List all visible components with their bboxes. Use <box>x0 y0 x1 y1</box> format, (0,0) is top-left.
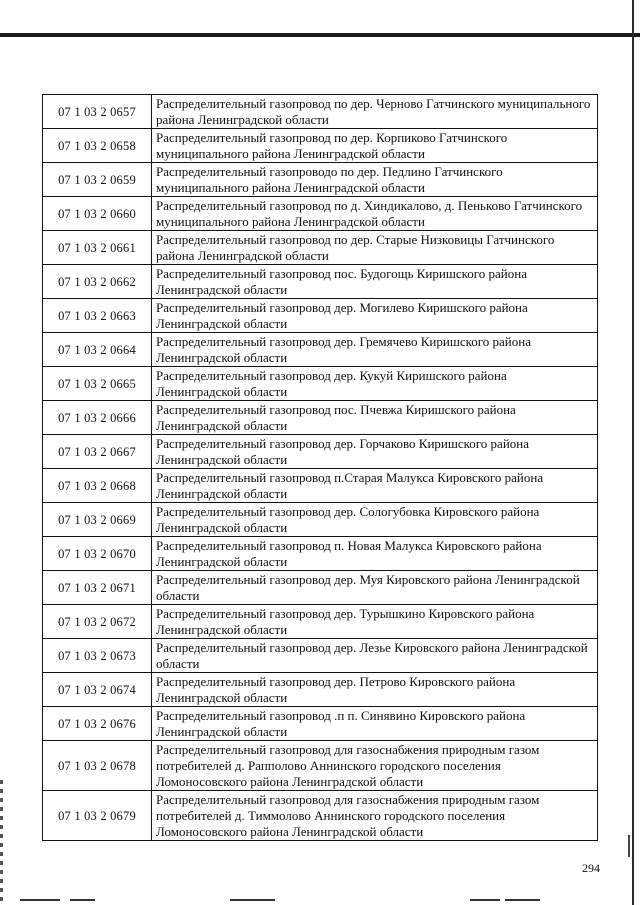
table-row <box>43 605 598 639</box>
gas-pipeline-table <box>42 94 598 841</box>
row-code: 07 1 03 2 0679 <box>43 791 152 841</box>
row-description: Распределительный газопровод п.Старая Малукса Кировского района Ленинградской области <box>152 469 598 503</box>
page-number: 294 <box>582 861 600 875</box>
table-row <box>43 503 598 537</box>
row-code: 07 1 03 2 0672 <box>43 605 152 639</box>
row-description: Распределительный газопроводо по дер. Педлино Гатчинского муниципального района Ленинградской области <box>152 163 598 197</box>
row-code: 07 1 03 2 0666 <box>43 401 152 435</box>
row-code: 07 1 03 2 0676 <box>43 707 152 741</box>
row-code: 07 1 03 2 0673 <box>43 639 152 673</box>
row-code: 07 1 03 2 0665 <box>43 367 152 401</box>
row-description: Распределительный газопровод для газоснабжения природным газом потребителей д. Тиммолово Аннинского городского поселения Ломоносовского района Ленинградской области <box>152 791 598 841</box>
row-code: 07 1 03 2 0661 <box>43 231 152 265</box>
table-row <box>43 639 598 673</box>
scan-top-border <box>0 33 640 37</box>
row-code: 07 1 03 2 0663 <box>43 299 152 333</box>
table-row <box>43 537 598 571</box>
row-description: Распределительный газопровод п. Новая Малукса Кировского района Ленинградской области <box>152 537 598 571</box>
row-code: 07 1 03 2 0662 <box>43 265 152 299</box>
row-code: 07 1 03 2 0660 <box>43 197 152 231</box>
table-row <box>43 197 598 231</box>
row-code: 07 1 03 2 0674 <box>43 673 152 707</box>
row-code: 07 1 03 2 0664 <box>43 333 152 367</box>
table-row <box>43 299 598 333</box>
row-code: 07 1 03 2 0657 <box>43 95 152 129</box>
scan-right-edge <box>632 0 634 905</box>
table-row <box>43 469 598 503</box>
table-row <box>43 333 598 367</box>
scan-bottom-marks <box>0 893 640 905</box>
table-row <box>43 367 598 401</box>
table-row <box>43 741 598 791</box>
row-description: Распределительный газопровод пос. Пчевжа Киришского района Ленинградской области <box>152 401 598 435</box>
row-description: Распределительный газопровод дер. Турышкино Кировского района Ленинградской области <box>152 605 598 639</box>
table-row <box>43 673 598 707</box>
row-code: 07 1 03 2 0669 <box>43 503 152 537</box>
table-row <box>43 163 598 197</box>
row-description: Распределительный газопровод дер. Лезье Кировского района Ленинградской области <box>152 639 598 673</box>
row-code: 07 1 03 2 0670 <box>43 537 152 571</box>
table-row <box>43 95 598 129</box>
row-description: Распределительный газопровод по дер. Черново Гатчинского муниципального района Ленинградской области <box>152 95 598 129</box>
row-description: Распределительный газопровод пос. Будогощь Киришского района Ленинградской области <box>152 265 598 299</box>
row-description: Распределительный газопровод дер. Сологубовка Кировского района Ленинградской области <box>152 503 598 537</box>
row-code: 07 1 03 2 0659 <box>43 163 152 197</box>
table-row <box>43 707 598 741</box>
table-row <box>43 401 598 435</box>
row-description: Распределительный газопровод дер. Кукуй Киришского района Ленинградской области <box>152 367 598 401</box>
table-row <box>43 791 598 841</box>
row-description: Распределительный газопровод дер. Петрово Кировского района Ленинградской области <box>152 673 598 707</box>
row-description: Распределительный газопровод по дер. Старые Низковицы Гатчинского района Ленинградской области <box>152 231 598 265</box>
row-description: Распределительный газопровод по д. Хиндикалово, д. Пеньково Гатчинского муниципального района Ленинградской области <box>152 197 598 231</box>
row-code: 07 1 03 2 0667 <box>43 435 152 469</box>
row-code: 07 1 03 2 0678 <box>43 741 152 791</box>
row-description: Распределительный газопровод дер. Могилево Киришского района Ленинградской области <box>152 299 598 333</box>
scan-left-edge <box>0 780 3 905</box>
row-code: 07 1 03 2 0668 <box>43 469 152 503</box>
row-description: Распределительный газопровод дер. Гремячево Киришского района Ленинградской области <box>152 333 598 367</box>
row-description: Распределительный газопровод по дер. Корпиково Гатчинского муниципального района Ленинградской области <box>152 129 598 163</box>
table-row <box>43 265 598 299</box>
table-row <box>43 435 598 469</box>
row-description: Распределительный газопровод дер. Муя Кировского района Ленинградской области <box>152 571 598 605</box>
row-code: 07 1 03 2 0658 <box>43 129 152 163</box>
table-row <box>43 231 598 265</box>
table-row <box>43 129 598 163</box>
row-description: Распределительный газопровод дер. Горчаково Киришского района Ленинградской области <box>152 435 598 469</box>
scan-right-edge-mark <box>628 835 630 857</box>
row-description: Распределительный газопровод для газоснабжения природным газом потребителей д. Рапполово Аннинского городского поселения Ломоносовского района Ленинградской области <box>152 741 598 791</box>
row-description: Распределительный газопровод .п п. Синявино Кировского района Ленинградской области <box>152 707 598 741</box>
row-code: 07 1 03 2 0671 <box>43 571 152 605</box>
table-row <box>43 571 598 605</box>
